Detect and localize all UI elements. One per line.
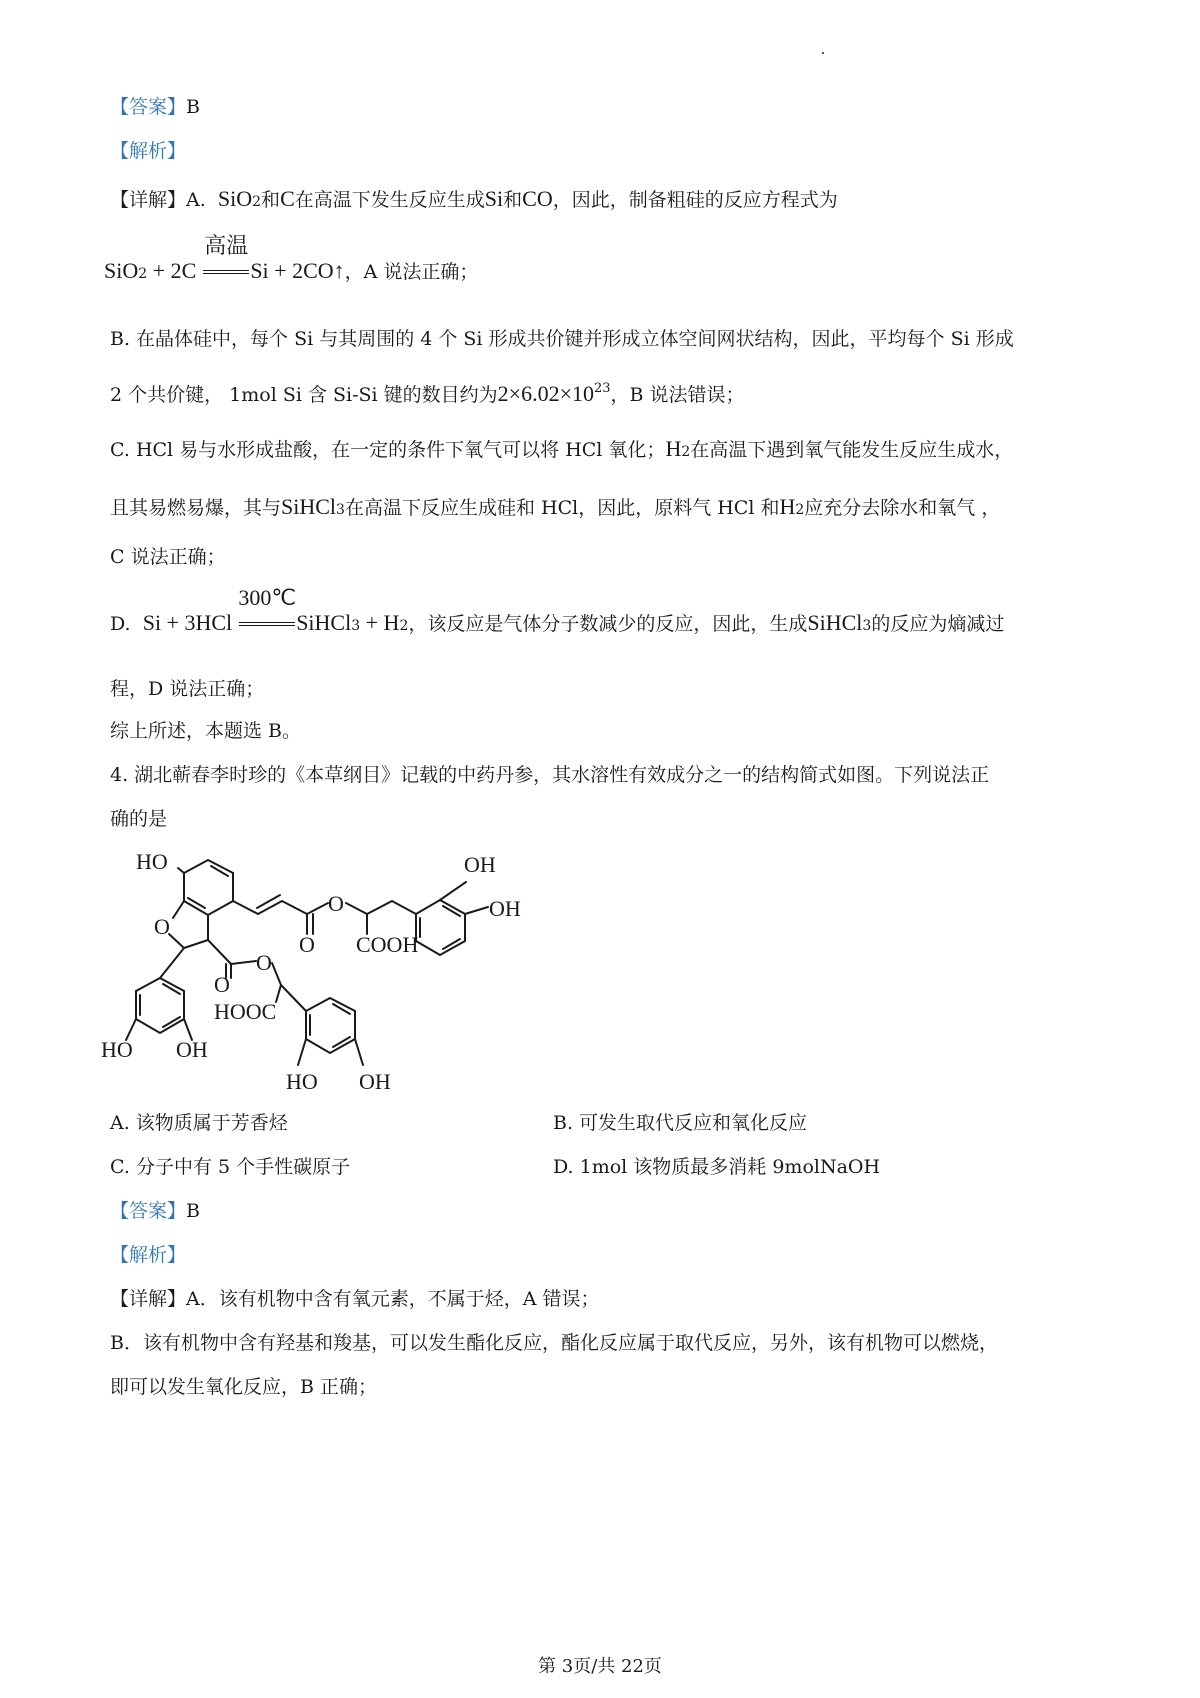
label-hooc: HOOC bbox=[214, 999, 277, 1024]
q4-detail-b1: B．该有机物中含有羟基和羧基，可以发生酯化反应，酯化反应属于取代反应，另外，该有机物可以燃烧， bbox=[110, 1332, 998, 1354]
summary-line: 综上所述，本题选 B。 bbox=[110, 720, 302, 742]
detail-d-line2: 程，D 说法正确； bbox=[110, 678, 265, 700]
detail-d-line1: D. Si + 3HCl 300℃ SiHCl3 + H2，该反应是气体分子数减少的反应，因此，生成SiHCl3的反应为熵减过 bbox=[110, 610, 1004, 639]
label-ho-left: HO bbox=[101, 1037, 133, 1062]
equation-1: SiO2 + 2C 高温 Si + 2CO↑，A 说法正确； bbox=[104, 258, 478, 287]
label-oh-bottom: OH bbox=[359, 1069, 391, 1094]
option-b: B. 可发生取代反应和氧化反应 bbox=[553, 1112, 808, 1134]
label-ho-bottom: HO bbox=[286, 1069, 318, 1094]
detail-tag: 【详解】 bbox=[110, 189, 187, 211]
answer-value: B bbox=[186, 96, 200, 118]
label-oh-left: OH bbox=[176, 1037, 208, 1062]
detail-b-line2: 2 个共价键， 1mol Si 含 Si-Si 键的数目约为$2\times 6.02\times 10^{23}$，B 说法错误； bbox=[110, 381, 745, 406]
label-o-carbonyl2: O bbox=[214, 972, 230, 997]
answer-tag: 【答案】 bbox=[110, 96, 187, 118]
label-oh-r2: OH bbox=[489, 896, 521, 921]
q4-detail-a: 【详解】A．该有机物中含有氧元素，不属于烃，A 错误； bbox=[110, 1288, 600, 1310]
label-o-ring: O bbox=[154, 914, 170, 939]
label-o-ester2: O bbox=[256, 950, 272, 975]
detail-c-line3: C 说法正确； bbox=[110, 546, 226, 568]
detail-b-line1: B. 在晶体硅中，每个 Si 与其周围的 4 个 Si 形成共价键并形成立体空间网状结构，因此，平均每个 Si 形成 bbox=[110, 328, 1014, 350]
question-4-stem-line2: 确的是 bbox=[110, 808, 168, 830]
label-ho-top: HO bbox=[136, 849, 168, 874]
label-oh-r1: OH bbox=[464, 852, 496, 877]
detail-c-line2: 且其易燃易爆，其与SiHCl3在高温下反应生成硅和 HCl，因此，原料气 HCl 和H2应充分去除水和氧气 ， bbox=[110, 494, 1001, 519]
option-c: C. 分子中有 5 个手性碳原子 bbox=[110, 1156, 351, 1178]
label-o-carbonyl1: O bbox=[299, 932, 315, 957]
question-4-stem-line1: 4. 湖北蕲春李时珍的《本草纲目》记载的中药丹参，其水溶性有效成分之一的结构简式如图。下列说法正 bbox=[110, 764, 990, 786]
q4-detail-b2: 即可以发生氧化反应，B 正确； bbox=[110, 1376, 378, 1398]
detail-a-line: 【详解】A. SiO2和C在高温下发生反应生成Si和CO，因此，制备粗硅的反应方程式为 bbox=[110, 186, 838, 211]
analysis-tag: 【解析】 bbox=[110, 140, 187, 162]
condition-2: 300℃ bbox=[238, 585, 297, 610]
page-footer: 第 3页/共 22页 bbox=[538, 1656, 662, 1677]
label-o-ester1: O bbox=[328, 891, 344, 916]
detail-c-line1: C. HCl 易与水形成盐酸，在一定的条件下氧气可以将 HCl 氧化；H2在高温下遇到氧气能发生反应生成水， bbox=[110, 436, 1014, 461]
option-a: A. 该物质属于芳香烃 bbox=[110, 1112, 288, 1134]
condition-1: 高温 bbox=[204, 233, 249, 258]
q4-analysis-tag: 【解析】 bbox=[110, 1244, 187, 1266]
q4-answer-line: 【答案】B bbox=[110, 1200, 200, 1222]
label-cooh: COOH bbox=[356, 932, 419, 957]
option-d: D. 1mol 该物质最多消耗 9molNaOH bbox=[553, 1156, 881, 1178]
